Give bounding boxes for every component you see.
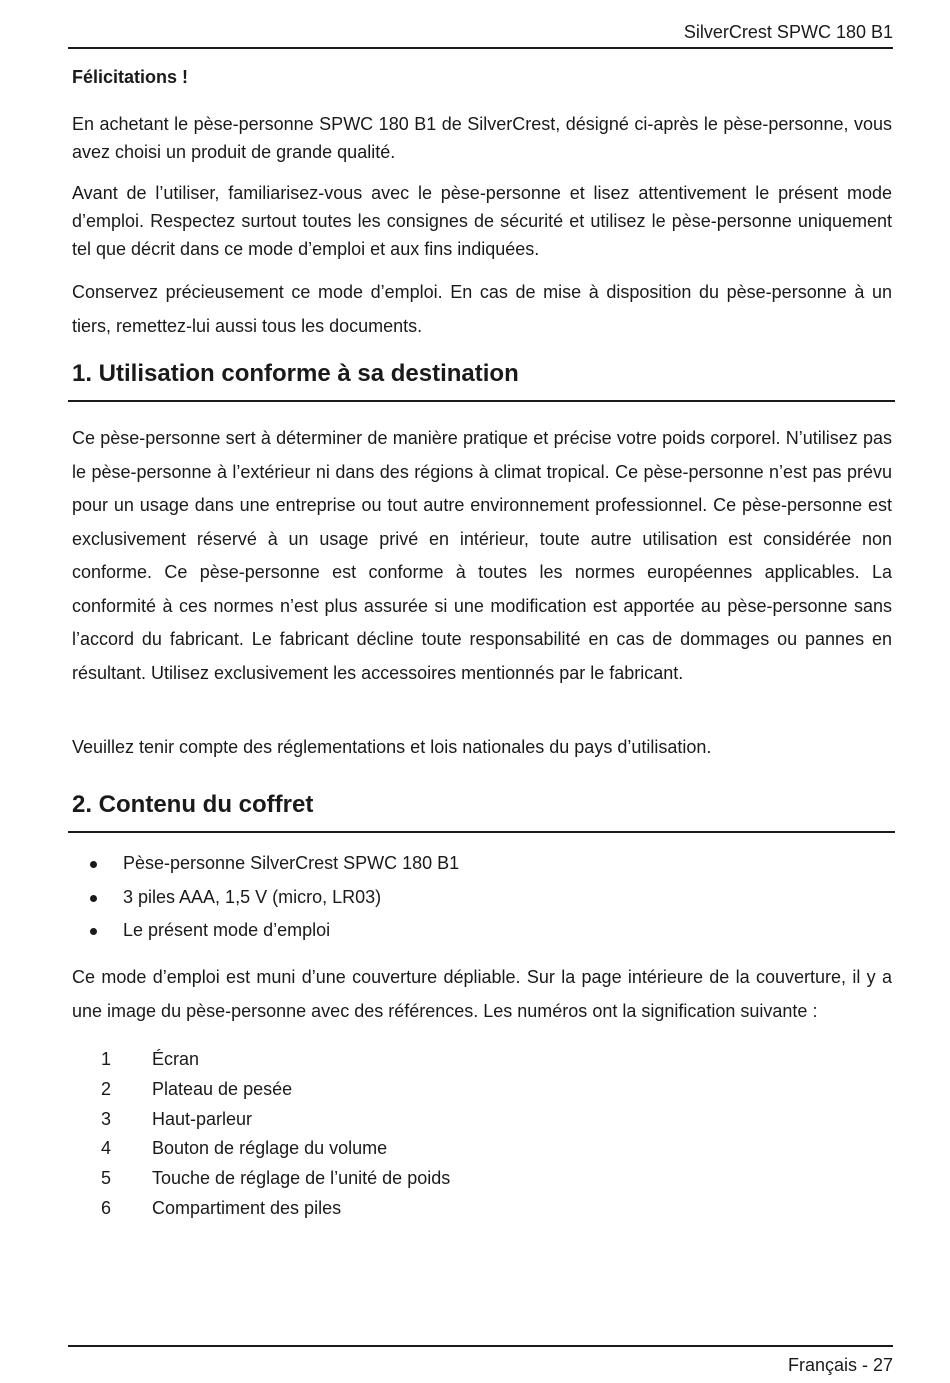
contents-list [72,847,892,948]
part-number: 6 [101,1197,112,1218]
list-item-text: Le présent mode d’emploi [123,920,331,940]
parts-list [72,1045,892,1224]
section2-paragraph: Ce mode d’emploi est muni d’une couverture dépliable. Sur la page intérieure de la couverture, il y a une image du pèse-personne avec des références. Les numéros ont la signification suivante : [72,967,892,1021]
part-number: 4 [101,1138,112,1159]
bullet-icon [90,861,97,868]
section2-divider [68,831,895,833]
header-title: SilverCrest SPWC 180 B1 [683,22,893,42]
section1-paragraph-1: Ce pèse-personne sert à déterminer de manière pratique et précise votre poids corporel. N’utilisez pas le pèse-personne à l’extérieur ni dans des régions à climat tropical. Ce pèse-personne n’est pas prévu pour un usage dans une entreprise ou tout autre environnement professionnel. Ce pèse-personne est exclusivement réservé à un usage privé en intérieur, toute autre utilisation est considérée non conforme. Ce pèse-personne est conforme à toutes les normes européennes applicables. La conformité à ces normes n’est plus assurée si une modification est apportée au pèse-personne sans l’accord du fabricant. Le fabricant décline toute responsabilité en cas de dommages ou pannes en résultant. Utilisez exclusivement les accessoires mentionnés par le fabricant. [72,428,892,683]
section2-title: 2. Contenu du coffret [72,791,314,818]
section1-divider [68,400,895,402]
part-label: Touche de réglage de l’unité de poids [152,1168,451,1189]
part-label: Plateau de pesée [152,1078,293,1099]
part-number: 2 [101,1078,112,1099]
part-number: 5 [101,1168,112,1189]
part-row [72,1045,892,1075]
part-number: 1 [101,1049,112,1069]
part-number: 3 [101,1108,112,1129]
list-item-text: Pèse-personne SilverCrest SPWC 180 B1 [123,853,460,873]
page-footer [68,1345,893,1383]
part-label: Compartiment des piles [152,1197,342,1218]
part-row [72,1075,892,1105]
section1-title: 1. Utilisation conforme à sa destination [72,360,519,387]
part-label: Bouton de réglage du volume [152,1138,388,1159]
part-row [72,1164,892,1194]
part-label: Écran [152,1049,200,1069]
list-item-text: 3 piles AAA, 1,5 V (micro, LR03) [123,886,382,907]
bullet-icon [90,928,97,935]
page-header [68,18,893,49]
page-number: Français - 27 [787,1355,893,1375]
part-label: Haut-parleur [152,1108,253,1129]
list-item [72,847,892,881]
list-item [72,914,892,948]
intro-paragraph-2: Avant de l’utiliser, familiarisez-vous avec le pèse-personne et lisez attentivement le présent mode d’emploi. Respectez surtout toutes les consignes de sécurité et utilisez le pèse-personne uniquement tel que décrit dans ce mode d’emploi et aux fins indiquées. [72,183,892,259]
part-row [72,1194,892,1224]
section1-paragraph-2: Veuillez tenir compte des réglementations et lois nationales du pays d’utilisation. [72,737,712,757]
intro-paragraph-1: En achetant le pèse-personne SPWC 180 B1 de SilverCrest, désigné ci-après le pèse-personne, vous avez choisi un produit de grande qualité. [72,114,892,162]
intro-heading: Félicitations ! [72,67,189,87]
part-row [72,1105,892,1135]
intro-paragraph-3: Conservez précieusement ce mode d’emploi. En cas de mise à disposition du pèse-personne à un tiers, remettez-lui aussi tous les documents. [72,282,892,336]
bullet-icon [90,895,97,902]
part-row [72,1134,892,1164]
list-item [72,881,892,915]
